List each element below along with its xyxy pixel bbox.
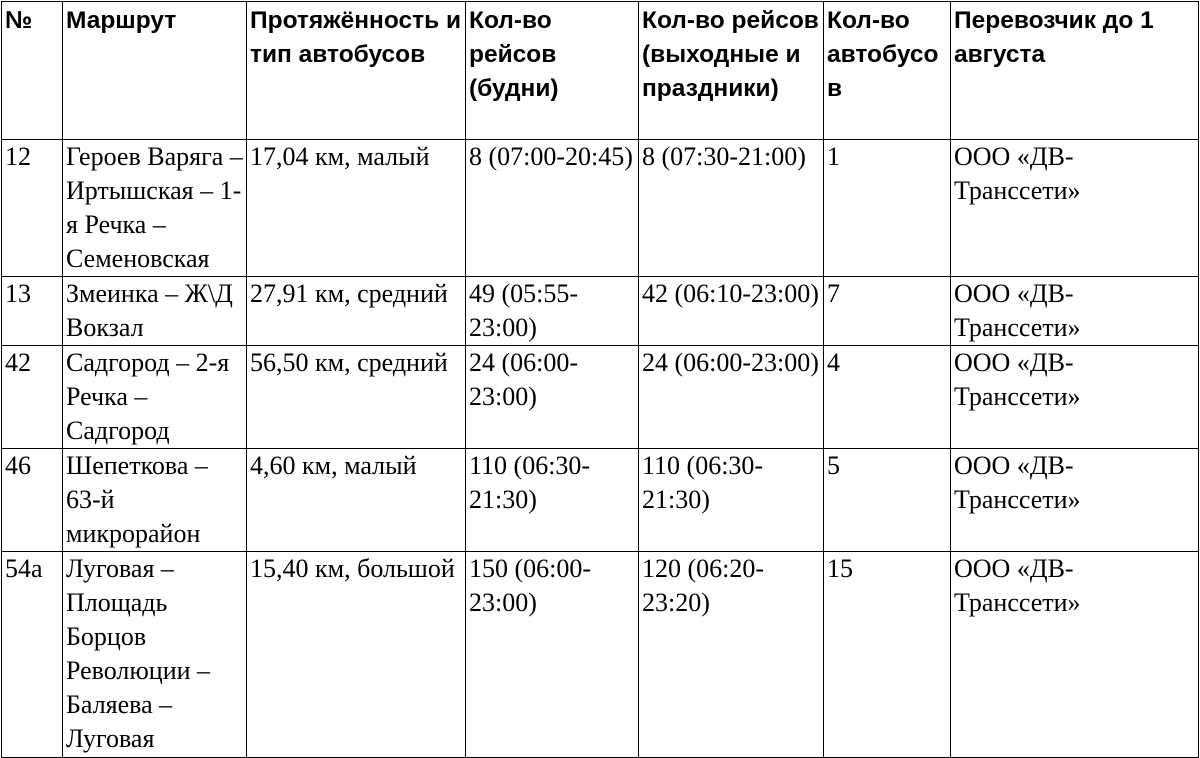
cell-number: 12: [2, 140, 63, 277]
table-header-row: [2, 2, 1199, 140]
cell-length: 17,04 км, малый: [247, 140, 466, 277]
cell-route: Героев Варяга – Иртышская – 1-я Речка – Семеновская: [63, 140, 247, 277]
cell-buses: 7: [824, 277, 951, 346]
cell-trips-weekend: 8 (07:30-21:00): [639, 140, 824, 277]
table-row: [2, 552, 1199, 758]
table-row: [2, 346, 1199, 449]
cell-number: 46: [2, 449, 63, 552]
cell-length: 27,91 км, средний: [247, 277, 466, 346]
header-number: №: [2, 2, 63, 140]
cell-carrier: ООО «ДВ-Транссети»: [951, 140, 1199, 277]
cell-trips-weekday: 24 (06:00-23:00): [466, 346, 639, 449]
header-buses: Кол-во автобусов: [824, 2, 951, 140]
header-carrier: Перевозчик до 1 августа: [951, 2, 1199, 140]
header-trips-weekday: Кол-во рейсов (будни): [466, 2, 639, 140]
cell-route: Змеинка – Ж\Д Вокзал: [63, 277, 247, 346]
cell-buses: 5: [824, 449, 951, 552]
cell-trips-weekend: 120 (06:20-23:20): [639, 552, 824, 758]
header-trips-weekend: Кол-во рейсов (выходные и праздники): [639, 2, 824, 140]
header-route: Маршрут: [63, 2, 247, 140]
cell-number: 54а: [2, 552, 63, 758]
cell-trips-weekend: 24 (06:00-23:00): [639, 346, 824, 449]
cell-trips-weekday: 110 (06:30-21:30): [466, 449, 639, 552]
table-row: [2, 277, 1199, 346]
cell-number: 42: [2, 346, 63, 449]
cell-length: 4,60 км, малый: [247, 449, 466, 552]
cell-route: Садгород – 2-я Речка – Садгород: [63, 346, 247, 449]
cell-route: Шепеткова – 63-й микрорайон: [63, 449, 247, 552]
cell-trips-weekend: 110 (06:30-21:30): [639, 449, 824, 552]
cell-carrier: ООО «ДВ-Транссети»: [951, 552, 1199, 758]
header-length: Протяжённость и тип автобусов: [247, 2, 466, 140]
cell-trips-weekday: 8 (07:00-20:45): [466, 140, 639, 277]
cell-carrier: ООО «ДВ-Транссети»: [951, 346, 1199, 449]
cell-route: Луговая – Площадь Борцов Революции – Баляева – Луговая: [63, 552, 247, 758]
cell-number: 13: [2, 277, 63, 346]
routes-table: [1, 1, 1199, 758]
cell-trips-weekday: 150 (06:00-23:00): [466, 552, 639, 758]
cell-buses: 15: [824, 552, 951, 758]
cell-length: 56,50 км, средний: [247, 346, 466, 449]
cell-carrier: ООО «ДВ-Транссети»: [951, 277, 1199, 346]
cell-carrier: ООО «ДВ-Транссети»: [951, 449, 1199, 552]
cell-trips-weekday: 49 (05:55-23:00): [466, 277, 639, 346]
cell-trips-weekend: 42 (06:10-23:00): [639, 277, 824, 346]
table-row: [2, 449, 1199, 552]
cell-buses: 1: [824, 140, 951, 277]
cell-buses: 4: [824, 346, 951, 449]
cell-length: 15,40 км, большой: [247, 552, 466, 758]
table-row: [2, 140, 1199, 277]
